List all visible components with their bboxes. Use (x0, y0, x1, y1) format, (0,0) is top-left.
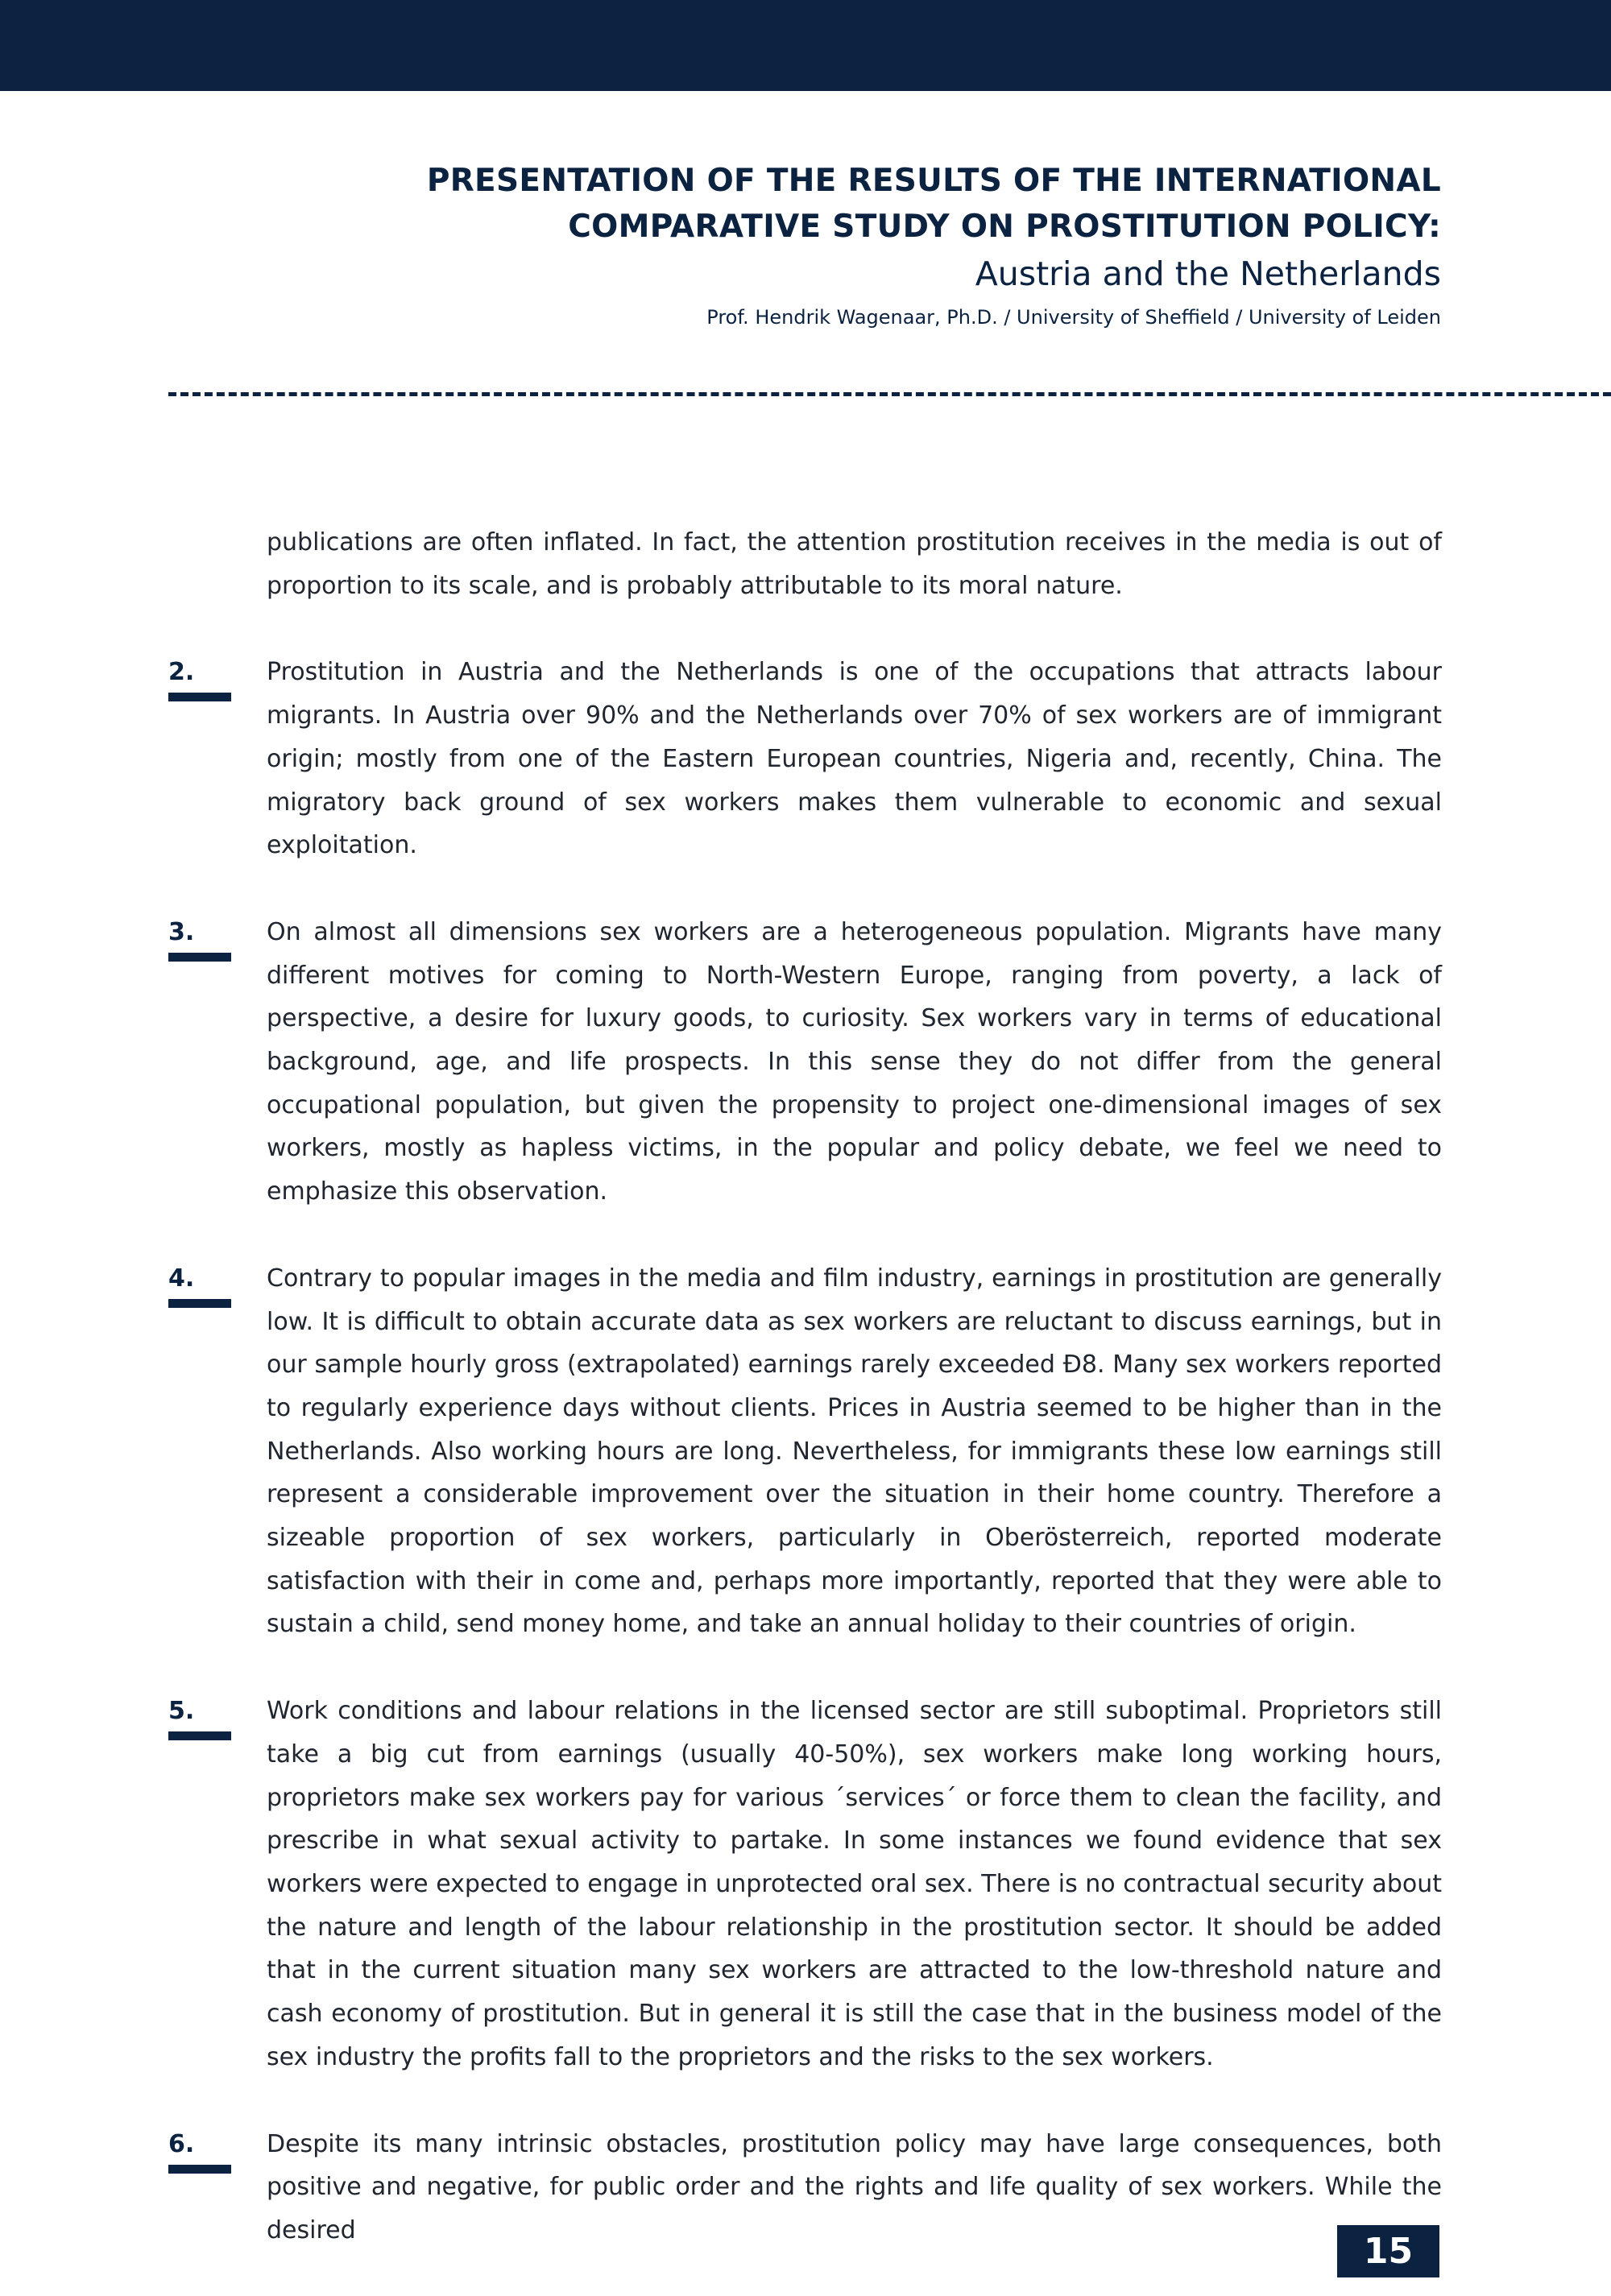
paragraph-text: Contrary to popular images in the media and film industry, earnings in prostitution are generally low. It is difficult to obtain accurate data as sex workers are reluctant to discuss earnings, but in our sample hourly gross (extrapolated) earnings rarely exceeded Đ8. Many sex workers reported to regularly experience days without clients. Prices in Austria seemed to be higher than in the Netherlands. Also working hours are long. Nevertheless, for immigrants these low earnings still represent a considerable improvement over the situation in their home country. Therefore a sizeable proportion of sex workers, particularly in Oberösterreich, reported moderate satisfaction with their in come and, perhaps more importantly, reported that they were able to sustain a child, send money home, and take an annual holiday to their countries of origin. (267, 1264, 1442, 1639)
paragraph-number: 2. (168, 658, 195, 687)
paragraph-number: 6. (168, 2129, 195, 2158)
number-underline-bar (168, 2165, 231, 2174)
paragraph-number: 3. (168, 917, 195, 946)
dashed-divider (168, 392, 1611, 396)
number-underline-bar (168, 953, 231, 962)
paragraph-text: On almost all dimensions sex workers are a heterogeneous population. Migrants have many different motives for coming to North-Western Europe, ranging from poverty, a lack of perspective, a desire for luxury goods, to curiosity. Sex workers vary in terms of educational background, age, and life prospects. In this sense they do not differ from the general occupational population, but given the propensity to project one-dimensional images of sex workers, mostly as hapless victims, in the popular and policy debate, we feel we need to emphasize this observation. (267, 917, 1442, 1206)
continued-paragraph (168, 521, 1442, 607)
paragraph-text: publications are often inflated. In fact, the attention prostitution receives in the media is out of proportion to its scale, and is probably attributable to its moral nature. (267, 528, 1442, 600)
page-header (313, 158, 1441, 332)
paragraph-text: Prostitution in Austria and the Netherlands is one of the occupations that attracts labour migrants. In Austria over 90% and the Netherlands over 70% of sex workers are of immigrant origin; mostly from one of the Eastern European countries, Nigeria and, recently, China. The migratory back ground of sex workers makes them vulnerable to economic and sexual exploitation. (267, 658, 1442, 860)
number-underline-bar (168, 693, 231, 701)
top-banner (0, 0, 1611, 91)
report-title-line-1: PRESENTATION OF THE RESULTS OF THE INTERNATIONAL (426, 163, 1441, 199)
body-content (168, 521, 1442, 2296)
page-number-badge: 15 (1337, 2225, 1439, 2277)
numbered-paragraph-3 (168, 911, 1442, 1214)
report-title-line-2: COMPARATIVE STUDY ON PROSTITUTION POLICY: (568, 209, 1441, 245)
numbered-paragraph-5 (168, 1690, 1442, 2079)
paragraph-number: 5. (168, 1697, 195, 1726)
numbered-paragraph-2 (168, 651, 1442, 867)
paragraph-text: Work conditions and labour relations in the licensed sector are still suboptimal. Proprietors still take a big cut from earnings (usually 40-50%), sex workers make long working hours, proprietors make sex workers pay for various ´services´ or force them to clean the facility, and prescribe in what sexual activity to partake. In some instances we found evidence that sex workers were expected to engage in unprotected oral sex. There is no contractual security about the nature and length of the labour relationship in the prostitution sector. It should be added that in the current situation many sex workers are attracted to the low-threshold nature and cash economy of prostitution. But in general it is still the case that in the business model of the sex industry the profits fall to the proprietors and the risks to the sex workers. (267, 1697, 1442, 2071)
number-underline-bar (168, 1731, 231, 1740)
numbered-paragraph-4 (168, 1257, 1442, 1646)
number-underline-bar (168, 1299, 231, 1308)
report-subtitle: Austria and the Netherlands (975, 254, 1441, 293)
author-affiliation: Prof. Hendrik Wagenaar, Ph.D. / University of Sheffield / University of Leiden (706, 306, 1441, 329)
numbered-paragraph-6 (168, 2123, 1442, 2253)
paragraph-text: Despite its many intrinsic obstacles, prostitution policy may have large consequences, both positive and negative, for public order and the rights and life quality of sex workers. While the desired (267, 2129, 1442, 2244)
paragraph-number: 4. (168, 1264, 195, 1293)
